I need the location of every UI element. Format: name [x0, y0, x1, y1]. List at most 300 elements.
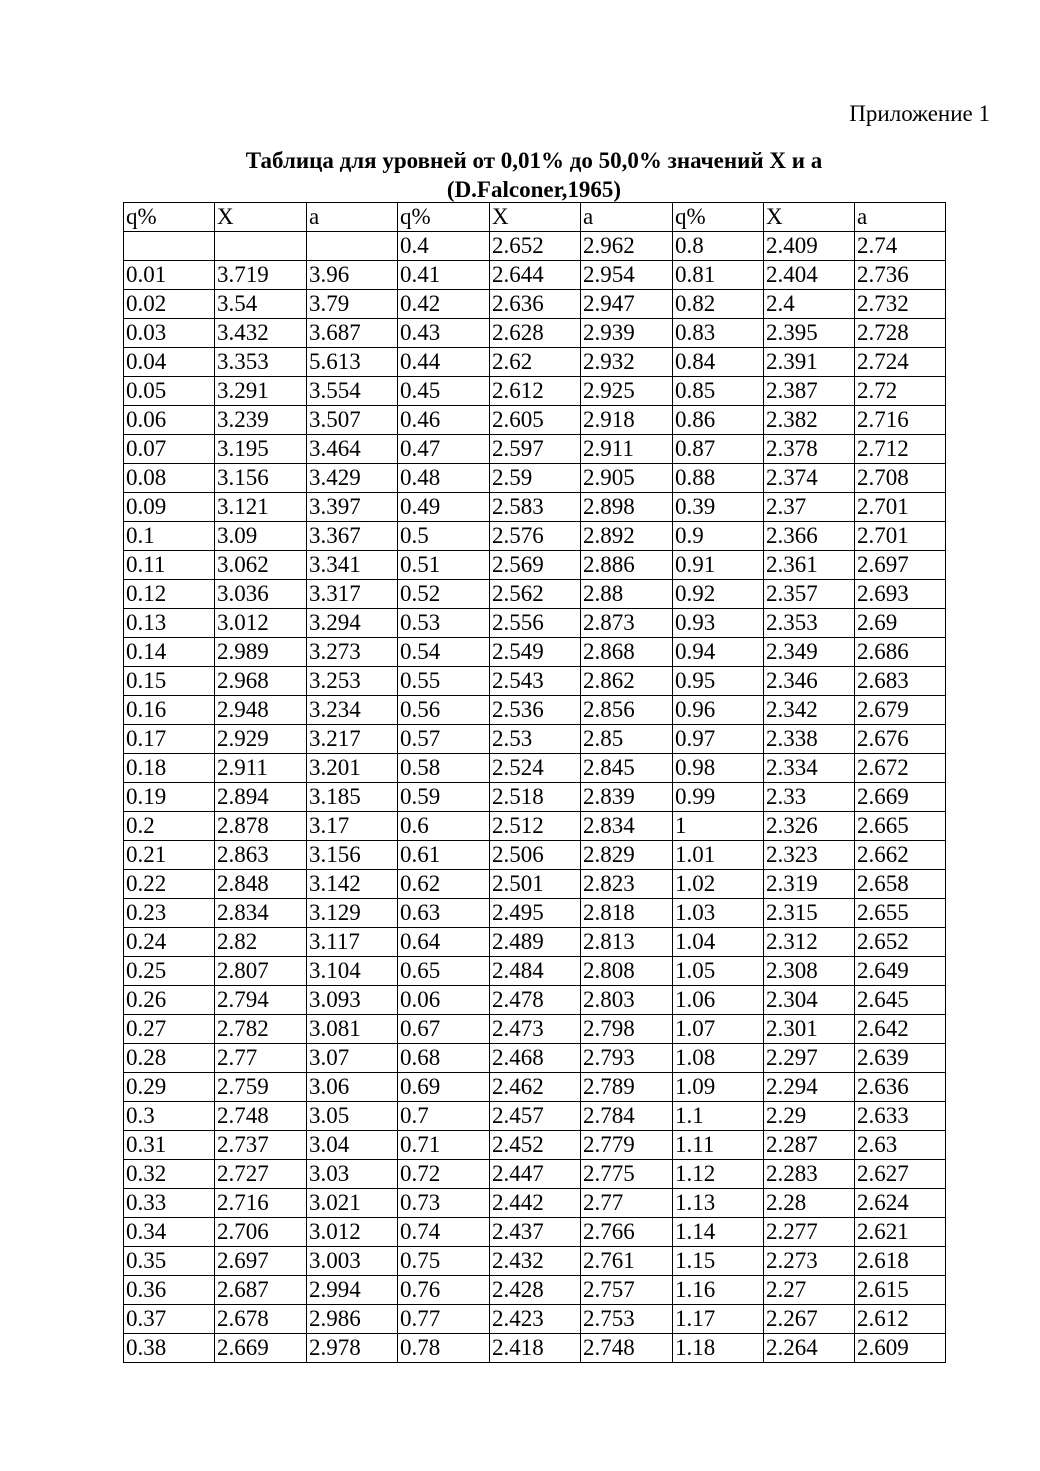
table-cell: 2.823	[581, 870, 673, 899]
table-cell: 0.06	[124, 406, 215, 435]
table-cell: 2.807	[215, 957, 307, 986]
table-header-row	[124, 203, 946, 232]
table-cell: 2.428	[490, 1276, 581, 1305]
table-cell: 2.808	[581, 957, 673, 986]
table-cell: 0.03	[124, 319, 215, 348]
table-cell: 3.05	[307, 1102, 398, 1131]
table-cell: 2.366	[764, 522, 855, 551]
table-cell: 0.43	[398, 319, 490, 348]
table-cell: 2.549	[490, 638, 581, 667]
table-cell: 0.42	[398, 290, 490, 319]
table-cell: 0.51	[398, 551, 490, 580]
table-cell: 2.63	[855, 1131, 946, 1160]
table-cell: 3.432	[215, 319, 307, 348]
column-header: X	[764, 203, 855, 232]
table-cell: 3.003	[307, 1247, 398, 1276]
table-cell: 2.925	[581, 377, 673, 406]
table-cell: 2.732	[855, 290, 946, 319]
table-cell: 2.437	[490, 1218, 581, 1247]
table-cell: 2.294	[764, 1073, 855, 1102]
table-cell: 2.457	[490, 1102, 581, 1131]
table-cell: 2.658	[855, 870, 946, 899]
column-header: a	[855, 203, 946, 232]
table-cell: 2.686	[855, 638, 946, 667]
table-cell: 2.856	[581, 696, 673, 725]
table-cell: 2.669	[215, 1334, 307, 1363]
table-cell: 0.68	[398, 1044, 490, 1073]
table-cell: 2.878	[215, 812, 307, 841]
table-cell: 2.728	[855, 319, 946, 348]
table-cell: 2.911	[581, 435, 673, 464]
table-cell: 2.506	[490, 841, 581, 870]
table-cell: 3.156	[215, 464, 307, 493]
table-cell: 2.338	[764, 725, 855, 754]
table-cell: 2.693	[855, 580, 946, 609]
table-cell: 2.662	[855, 841, 946, 870]
table-cell: 2.82	[215, 928, 307, 957]
table-cell: 0.6	[398, 812, 490, 841]
table-row	[124, 435, 946, 464]
table-row	[124, 696, 946, 725]
table-cell: 0.65	[398, 957, 490, 986]
table-cell: 2.612	[490, 377, 581, 406]
table-cell: 0.64	[398, 928, 490, 957]
table-cell: 1.18	[673, 1334, 764, 1363]
table-cell: 2.315	[764, 899, 855, 928]
table-cell: 2.353	[764, 609, 855, 638]
table-cell: 2.495	[490, 899, 581, 928]
table-cell: 0.96	[673, 696, 764, 725]
table-cell: 0.09	[124, 493, 215, 522]
table-cell: 1.04	[673, 928, 764, 957]
table-cell: 0.05	[124, 377, 215, 406]
table-cell: 3.17	[307, 812, 398, 841]
table-cell: 2.323	[764, 841, 855, 870]
table-cell: 0.7	[398, 1102, 490, 1131]
table-cell: 2.636	[490, 290, 581, 319]
table-cell: 2.939	[581, 319, 673, 348]
table-cell: 3.397	[307, 493, 398, 522]
table-cell: 2.277	[764, 1218, 855, 1247]
table-cell: 2.834	[581, 812, 673, 841]
table-cell: 3.253	[307, 667, 398, 696]
table-row	[124, 812, 946, 841]
table-cell: 2.697	[855, 551, 946, 580]
table-cell: 2.605	[490, 406, 581, 435]
table-cell: 2.308	[764, 957, 855, 986]
table-cell: 0.16	[124, 696, 215, 725]
table-row	[124, 725, 946, 754]
table-cell: 2.639	[855, 1044, 946, 1073]
table-cell	[124, 232, 215, 261]
table-cell: 2.432	[490, 1247, 581, 1276]
appendix-label: Приложение 1	[849, 101, 990, 126]
table-cell: 2.627	[855, 1160, 946, 1189]
table-cell	[307, 232, 398, 261]
table-cell: 2.53	[490, 725, 581, 754]
table-cell: 0.49	[398, 493, 490, 522]
table-cell: 2.319	[764, 870, 855, 899]
table-cell: 3.012	[215, 609, 307, 638]
table-cell: 0.21	[124, 841, 215, 870]
table-cell: 0.4	[398, 232, 490, 261]
column-header: q%	[124, 203, 215, 232]
table-cell: 3.185	[307, 783, 398, 812]
table-cell: 0.46	[398, 406, 490, 435]
table-cell: 2.569	[490, 551, 581, 580]
table-cell: 0.93	[673, 609, 764, 638]
table-cell: 0.81	[673, 261, 764, 290]
table-row	[124, 580, 946, 609]
table-cell: 2.28	[764, 1189, 855, 1218]
table-cell: 0.59	[398, 783, 490, 812]
table-cell: 1.13	[673, 1189, 764, 1218]
table-row	[124, 1189, 946, 1218]
table-cell: 2.628	[490, 319, 581, 348]
title-line-1: Таблица для уровней от 0,01% до 50,0% значений X и a	[245, 148, 823, 173]
table-cell: 2.706	[215, 1218, 307, 1247]
table-cell: 1.15	[673, 1247, 764, 1276]
table-cell: 2.994	[307, 1276, 398, 1305]
table-cell: 1.02	[673, 870, 764, 899]
table-cell: 0.61	[398, 841, 490, 870]
table-cell: 2.911	[215, 754, 307, 783]
table-cell: 3.464	[307, 435, 398, 464]
table-row	[124, 493, 946, 522]
table-cell: 2.264	[764, 1334, 855, 1363]
table-row	[124, 319, 946, 348]
table-cell: 2.473	[490, 1015, 581, 1044]
table-cell: 0.29	[124, 1073, 215, 1102]
table-cell: 0.26	[124, 986, 215, 1015]
table-cell: 2.382	[764, 406, 855, 435]
table-cell: 2.69	[855, 609, 946, 638]
table-cell: 0.5	[398, 522, 490, 551]
table-cell: 1.12	[673, 1160, 764, 1189]
table-cell: 3.317	[307, 580, 398, 609]
table-row	[124, 928, 946, 957]
table-cell: 2.759	[215, 1073, 307, 1102]
table-cell: 2.839	[581, 783, 673, 812]
table-row	[124, 1102, 946, 1131]
table-row	[124, 1247, 946, 1276]
table-cell: 3.093	[307, 986, 398, 1015]
table-cell: 2.4	[764, 290, 855, 319]
table-cell: 0.58	[398, 754, 490, 783]
table-cell: 0.27	[124, 1015, 215, 1044]
table-cell: 0.12	[124, 580, 215, 609]
table-cell: 2.679	[855, 696, 946, 725]
table-cell: 2.905	[581, 464, 673, 493]
table-cell: 0.98	[673, 754, 764, 783]
table-cell: 2.624	[855, 1189, 946, 1218]
table-cell: 0.47	[398, 435, 490, 464]
table-row	[124, 522, 946, 551]
table-cell: 3.554	[307, 377, 398, 406]
table-cell: 0.85	[673, 377, 764, 406]
table-cell: 3.081	[307, 1015, 398, 1044]
table-cell: 2.645	[855, 986, 946, 1015]
table-cell: 2.462	[490, 1073, 581, 1102]
table-cell: 2.672	[855, 754, 946, 783]
table-row	[124, 1073, 946, 1102]
table-cell: 0.1	[124, 522, 215, 551]
table-row	[124, 290, 946, 319]
table-cell: 2.873	[581, 609, 673, 638]
table-cell: 2.452	[490, 1131, 581, 1160]
table-cell: 3.129	[307, 899, 398, 928]
table-cell: 3.012	[307, 1218, 398, 1247]
table-cell: 3.294	[307, 609, 398, 638]
table-row	[124, 1044, 946, 1073]
table-cell: 0.28	[124, 1044, 215, 1073]
table-cell: 3.96	[307, 261, 398, 290]
table-cell: 2.954	[581, 261, 673, 290]
table-row	[124, 261, 946, 290]
table-cell: 2.818	[581, 899, 673, 928]
table-cell: 2.892	[581, 522, 673, 551]
table-cell: 0.07	[124, 435, 215, 464]
table-cell: 0.24	[124, 928, 215, 957]
table-cell: 0.32	[124, 1160, 215, 1189]
table-cell: 2.378	[764, 435, 855, 464]
table-cell: 0.8	[673, 232, 764, 261]
table-cell: 2.636	[855, 1073, 946, 1102]
table-cell: 0.99	[673, 783, 764, 812]
table-cell: 2.357	[764, 580, 855, 609]
table-cell: 3.021	[307, 1189, 398, 1218]
table-cell: 3.062	[215, 551, 307, 580]
table-cell: 3.234	[307, 696, 398, 725]
table-cell: 0.37	[124, 1305, 215, 1334]
table-cell: 2.583	[490, 493, 581, 522]
table-row	[124, 464, 946, 493]
table-cell: 2.543	[490, 667, 581, 696]
table-cell: 0.14	[124, 638, 215, 667]
table-cell: 2.273	[764, 1247, 855, 1276]
table-row	[124, 551, 946, 580]
table-cell: 2.395	[764, 319, 855, 348]
table-cell: 2.267	[764, 1305, 855, 1334]
table-row	[124, 986, 946, 1015]
table-cell: 3.121	[215, 493, 307, 522]
table-cell: 3.79	[307, 290, 398, 319]
table-cell: 2.652	[855, 928, 946, 957]
table-cell: 2.484	[490, 957, 581, 986]
table-cell: 2.708	[855, 464, 946, 493]
table-cell: 2.649	[855, 957, 946, 986]
column-header: X	[215, 203, 307, 232]
table-row	[124, 841, 946, 870]
table-cell: 0.73	[398, 1189, 490, 1218]
table-cell: 2.712	[855, 435, 946, 464]
table-cell: 0.11	[124, 551, 215, 580]
table-cell: 3.217	[307, 725, 398, 754]
table-cell: 3.719	[215, 261, 307, 290]
table-cell: 1.05	[673, 957, 764, 986]
table-cell: 3.195	[215, 435, 307, 464]
table-cell: 3.507	[307, 406, 398, 435]
table-cell: 2.334	[764, 754, 855, 783]
table-cell: 2.349	[764, 638, 855, 667]
table-cell: 2.687	[215, 1276, 307, 1305]
table-cell: 0.04	[124, 348, 215, 377]
table-cell: 0.92	[673, 580, 764, 609]
table-cell: 2.615	[855, 1276, 946, 1305]
table-cell: 1.07	[673, 1015, 764, 1044]
table-cell: 2.929	[215, 725, 307, 754]
table-cell: 2.655	[855, 899, 946, 928]
table-cell: 0.67	[398, 1015, 490, 1044]
table-cell: 3.273	[307, 638, 398, 667]
table-cell: 2.834	[215, 899, 307, 928]
table-row	[124, 1276, 946, 1305]
table-cell: 1.14	[673, 1218, 764, 1247]
table-row	[124, 667, 946, 696]
table-row	[124, 1334, 946, 1363]
table-row	[124, 609, 946, 638]
table-cell: 2.986	[307, 1305, 398, 1334]
table-cell: 2.37	[764, 493, 855, 522]
table-cell: 1.03	[673, 899, 764, 928]
table-row	[124, 870, 946, 899]
table-cell: 3.156	[307, 841, 398, 870]
table-cell: 0.48	[398, 464, 490, 493]
table-cell: 3.341	[307, 551, 398, 580]
table-cell: 2.374	[764, 464, 855, 493]
table-row	[124, 1305, 946, 1334]
table-row	[124, 1218, 946, 1247]
table-row	[124, 783, 946, 812]
table-cell: 2.404	[764, 261, 855, 290]
table-cell: 0.72	[398, 1160, 490, 1189]
table-cell: 0.77	[398, 1305, 490, 1334]
table-cell: 2.447	[490, 1160, 581, 1189]
table-cell: 3.06	[307, 1073, 398, 1102]
table-cell: 2.524	[490, 754, 581, 783]
table-cell: 2.829	[581, 841, 673, 870]
table-cell: 0.34	[124, 1218, 215, 1247]
table-cell: 2.489	[490, 928, 581, 957]
table-cell: 2.423	[490, 1305, 581, 1334]
table-cell: 2.297	[764, 1044, 855, 1073]
table-cell: 0.57	[398, 725, 490, 754]
table-row	[124, 638, 946, 667]
table-cell: 1.06	[673, 986, 764, 1015]
table-cell: 0.78	[398, 1334, 490, 1363]
table-cell: 2.766	[581, 1218, 673, 1247]
table-row	[124, 1015, 946, 1044]
table-cell: 0.31	[124, 1131, 215, 1160]
table-cell: 2.556	[490, 609, 581, 638]
table-cell: 2.77	[581, 1189, 673, 1218]
table-cell: 2.803	[581, 986, 673, 1015]
table-cell: 1.17	[673, 1305, 764, 1334]
table-cell: 2.748	[215, 1102, 307, 1131]
table-cell: 0.55	[398, 667, 490, 696]
table-cell: 2.88	[581, 580, 673, 609]
table-cell: 2.562	[490, 580, 581, 609]
table-cell: 1.1	[673, 1102, 764, 1131]
table-cell: 2.326	[764, 812, 855, 841]
table-cell: 2.59	[490, 464, 581, 493]
table-cell: 2.669	[855, 783, 946, 812]
table-cell: 2.683	[855, 667, 946, 696]
table-cell: 2.757	[581, 1276, 673, 1305]
table-cell: 2.633	[855, 1102, 946, 1131]
table-cell: 0.2	[124, 812, 215, 841]
table-cell: 2.886	[581, 551, 673, 580]
table-cell: 3.03	[307, 1160, 398, 1189]
table-cell: 3.036	[215, 580, 307, 609]
table-cell: 0.45	[398, 377, 490, 406]
table-cell: 0.63	[398, 899, 490, 928]
table-cell: 0.84	[673, 348, 764, 377]
table-cell: 2.642	[855, 1015, 946, 1044]
table-cell: 2.312	[764, 928, 855, 957]
table-cell: 2.736	[855, 261, 946, 290]
table-cell: 2.948	[215, 696, 307, 725]
table-cell: 3.07	[307, 1044, 398, 1073]
table-cell: 2.27	[764, 1276, 855, 1305]
table-cell: 2.845	[581, 754, 673, 783]
values-table	[123, 202, 946, 1363]
table-cell: 0.35	[124, 1247, 215, 1276]
table-cell: 2.576	[490, 522, 581, 551]
table-cell: 2.418	[490, 1334, 581, 1363]
table-cell: 2.724	[855, 348, 946, 377]
table-cell: 3.291	[215, 377, 307, 406]
table-cell: 0.56	[398, 696, 490, 725]
table-cell: 3.09	[215, 522, 307, 551]
table-row	[124, 1131, 946, 1160]
table-row	[124, 377, 946, 406]
table-cell: 0.91	[673, 551, 764, 580]
table-cell: 2.793	[581, 1044, 673, 1073]
table-cell: 0.74	[398, 1218, 490, 1247]
table-cell: 0.41	[398, 261, 490, 290]
table-cell: 0.22	[124, 870, 215, 899]
table-cell: 2.862	[581, 667, 673, 696]
table-cell: 2.753	[581, 1305, 673, 1334]
table-cell: 2.62	[490, 348, 581, 377]
table-cell: 2.989	[215, 638, 307, 667]
table-cell: 0.36	[124, 1276, 215, 1305]
table-cell: 2.968	[215, 667, 307, 696]
title-line-2: (D.Falconer,1965)	[446, 177, 622, 202]
table-cell: 2.775	[581, 1160, 673, 1189]
table-cell: 2.501	[490, 870, 581, 899]
table-cell: 2.518	[490, 783, 581, 812]
table-cell: 2.727	[215, 1160, 307, 1189]
table-cell: 2.678	[215, 1305, 307, 1334]
table-cell: 0.52	[398, 580, 490, 609]
table-cell: 2.468	[490, 1044, 581, 1073]
table-cell: 0.33	[124, 1189, 215, 1218]
table-cell: 3.142	[307, 870, 398, 899]
table-cell: 2.621	[855, 1218, 946, 1247]
table-cell: 2.813	[581, 928, 673, 957]
column-header: q%	[673, 203, 764, 232]
table-cell: 0.44	[398, 348, 490, 377]
table-row	[124, 957, 946, 986]
table-cell: 2.794	[215, 986, 307, 1015]
table-cell: 0.97	[673, 725, 764, 754]
table-cell: 2.409	[764, 232, 855, 261]
table-cell: 2.597	[490, 435, 581, 464]
table-row	[124, 348, 946, 377]
table-cell: 2.761	[581, 1247, 673, 1276]
